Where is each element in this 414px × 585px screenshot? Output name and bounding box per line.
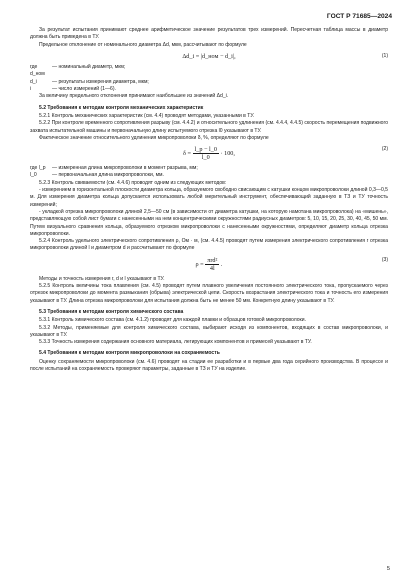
paragraph: За величину предельного отклонения принимают наибольшее из значений Δd_i. <box>39 93 229 100</box>
formula-text: Δd_i = |d_ном − d_i|, <box>182 52 236 60</box>
where-desc: — измеренная длина микропроволоки в момент разрыва, мм; <box>52 165 198 172</box>
paragraph: Оценку сохраняемости микропроволоки (см. 4.6) проводят на стадии ее разработки и в первые два года серийного производства. В процессе и после испытаний на сохраняемость проверяют параметры, заданные в ТЗ и ТУ на изделие. <box>30 358 388 372</box>
formula-number: (1) <box>381 52 388 59</box>
formula-rhs: · 100, <box>220 150 235 158</box>
formula-fraction <box>205 257 219 272</box>
paragraph: Фактическое значение относительного удлинения микропроволоки δ, %, определяют по формуле <box>39 134 269 141</box>
where-symbol: где l_р <box>30 165 46 172</box>
formula-3 <box>30 257 388 272</box>
formula-lhs: ρ = <box>195 260 204 268</box>
formula-lhs: δ = <box>183 150 191 158</box>
where-symbol: d_i <box>30 78 37 85</box>
where-row <box>30 79 388 86</box>
paragraph: 5.3.2 Методы, применяемые для контроля химического состава, выбирают исходя из компонентов, входящих в состав микропроволоки, и указывают в ТУ. <box>30 324 388 338</box>
section-heading: 5.3 Требования к методам контроля химического состава <box>39 308 184 315</box>
paragraph: 5.3.3 Точность измерения содержания основного материала, легирующих компонентов и примесей указывают в ТУ. <box>39 339 312 346</box>
where-row <box>30 165 388 172</box>
where-row <box>30 64 388 79</box>
paragraph: Предельное отклонение от номинального диаметра Δd, мкм, рассчитывают по формуле <box>39 41 247 48</box>
formula-1 <box>30 53 388 60</box>
paragraph: 5.2.5 Контроль величины тока плавления (см. 4.5) проводят путем плавного увеличения постоянного электрического тока, пропускаемого через отрезок микропроволоки до момента размыкания (обрыва) электрической цепи. Скорость возрастания электрического тока и точность его измерения указывают в ТУ. Длина отрезка микропроволоки для испытания должна быть не менее 50 мм. Конкретную длину указывают в ТУ. <box>30 283 388 304</box>
formula-fraction <box>193 146 219 161</box>
where-row <box>30 172 388 179</box>
paragraph: За результат испытания принимают среднее арифметическое значение результатов трех измерений. Пересчетная таблица массы в диаметр должна быть приведена в ТУ. <box>30 27 388 41</box>
where-symbol: l_0 <box>30 172 37 179</box>
formula-number: (3) <box>381 256 388 263</box>
list-item: - укладкой отрезка микропроволоки длиной 2,5—50 см (в зависимости от диаметра катушки, на которую намотана микропроволока) на «мишень», представляющую собой лист бумаги с нанесенными на нем концентрическими окружностями радиусных диаметров: 5, 10, 15, 20, 25, 30, 40, 45, 50 мм. Путем визуального сравнения кольца, образуемого отрезком микропроволоки с нанесенными окружностями, определяют диаметр кольца отрезка микропроволоки. <box>30 208 388 237</box>
formula-number: (2) <box>381 146 388 153</box>
section-heading: 5.4 Требования к методам контроля микропроволоки на сохраняемость <box>39 350 220 357</box>
where-desc: — результаты измерения диаметра, мкм; <box>52 78 149 85</box>
paragraph: 5.3.1 Контроль химического состава (см. 4.1.2) проводят для каждой плавки и образцов готовой микропроволоки. <box>39 317 306 324</box>
paragraph: Методы и точность измерения r, d и l указывают в ТУ. <box>39 275 165 282</box>
where-desc: — число измерений (1—6). <box>52 86 116 93</box>
formula-2 <box>30 146 388 161</box>
where-desc: — первоначальная длина микропроволоки, мм. <box>52 172 164 179</box>
paragraph: 5.2.4 Контроль удельного электрического сопротивления ρ, Ом · м, (см. 4.4.5) проводят путем измерения электрического сопротивления r отрезка микропроволоки длиной l и диаметром d и рассчитывают по формуле <box>30 238 388 252</box>
standard-header: ГОСТ Р 71685—2024 <box>326 13 392 20</box>
denominator: 4l <box>209 264 215 272</box>
paragraph: 5.2.3 Контроль свиваемости (см. 4.4.6) проводят одним из следующих методов: <box>39 179 227 186</box>
paragraph: 5.2.2 При контроле временного сопротивления разрыву (см. 4.4.2) и относительного удлинения (см. 4.4.4, 4.4.5) скорость перемещения подвижного захвата испытательной машины и первоначальную длину испытуемого отрезка l0 указывают в ТУ. <box>30 120 388 134</box>
numerator: l_р − l_0 <box>194 146 217 154</box>
formula-rhs: . <box>220 260 223 268</box>
document-body <box>30 27 388 373</box>
section-heading: 5.2 Требования к методам контроля механических характеристик <box>39 104 204 111</box>
numerator: πrd² <box>207 256 218 264</box>
where-desc: — номинальный диаметр, мкм; <box>52 64 126 71</box>
denominator: l_0 <box>201 154 210 162</box>
paragraph: 5.2.1 Контроль механических характеристик (см. 4.4) проводят методами, указанными в ТУ. <box>39 112 255 119</box>
list-item: - измерением в горизонтальной плоскости диаметра кольца, образуемого свободно свисающим с катушки концом микропроволоки длиной 0,3—0,5 м. Для измерения диаметра кольца допускается использовать любой мерительный инструмент, обеспечивающий заданную в ТЗ и ТУ точность измерений; <box>30 187 388 208</box>
page-number: 5 <box>386 566 390 572</box>
where-symbol: i <box>30 86 32 93</box>
where-symbol: где d_ном <box>30 64 45 78</box>
